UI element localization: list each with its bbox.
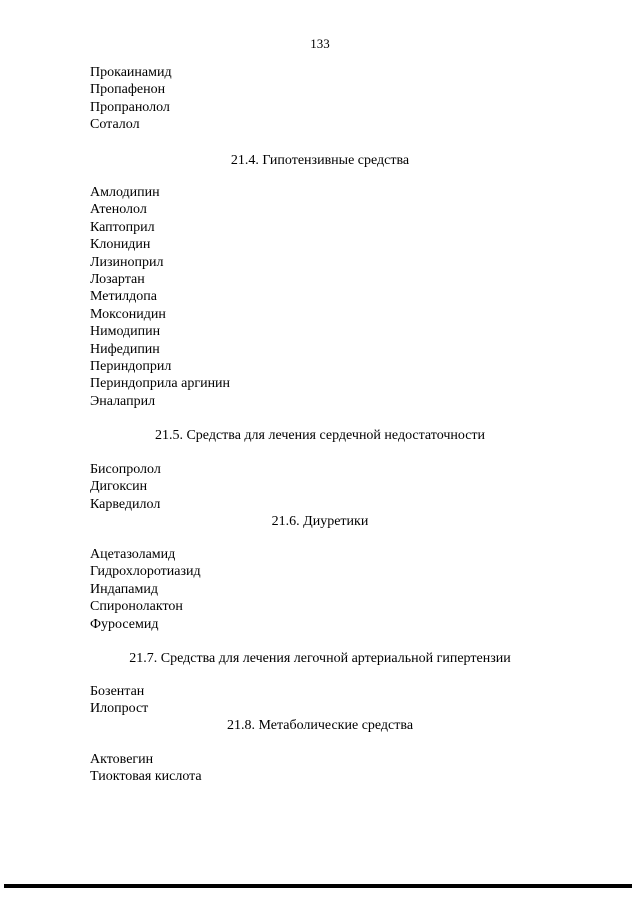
section-heading-metabolic: 21.8. Метаболические средства <box>226 718 414 733</box>
list-item: Моксонидин <box>90 306 166 322</box>
list-item: Нимодипин <box>90 324 161 340</box>
list-item: Пропафенон <box>90 82 166 98</box>
list-item: Лозартан <box>90 271 145 287</box>
drug-list-diuretics <box>90 546 201 633</box>
list-item: Периндоприл <box>90 358 172 374</box>
list-item: Метилдопа <box>90 289 157 305</box>
list-item: Эналаприл <box>90 393 156 409</box>
list-item: Ацетазоламид <box>90 547 176 562</box>
list-item: Карведилол <box>90 496 161 512</box>
drug-list-antiarrhythmic-continued <box>90 64 172 134</box>
list-item: Лизиноприл <box>90 254 164 270</box>
list-item: Нифедипин <box>90 341 160 357</box>
list-item: Фуросемид <box>90 616 159 632</box>
list-item: Индапамид <box>90 581 158 597</box>
list-item: Илопрост <box>90 701 149 717</box>
list-item: Атенолол <box>90 202 147 218</box>
list-item: Соталол <box>90 117 140 133</box>
footer-rule <box>4 884 632 888</box>
drug-list-pulmonary-hypertension <box>90 683 148 718</box>
page-number: 133 <box>310 36 330 51</box>
list-item: Бисопролол <box>90 462 161 477</box>
list-item: Периндоприла аргинин <box>90 376 231 392</box>
list-item: Каптоприл <box>90 219 155 235</box>
section-heading-diuretics: 21.6. Диуретики <box>271 514 369 529</box>
list-item: Пропранолол <box>90 99 170 115</box>
list-item: Амлодипин <box>90 185 160 200</box>
section-heading-pulmonary-hypertension: 21.7. Средства для лечения легочной артериальной гипертензии <box>129 651 511 666</box>
list-item: Актовегин <box>90 752 154 767</box>
list-item: Клонидин <box>90 237 151 253</box>
drug-list-heart-failure <box>90 461 161 513</box>
list-item: Гидрохлоротиазид <box>90 564 201 580</box>
list-item: Бозентан <box>90 684 145 699</box>
list-item: Тиоктовая кислота <box>90 769 202 785</box>
section-heading-heart-failure: 21.5. Средства для лечения сердечной недостаточности <box>154 428 486 443</box>
drug-list-antihypertensive <box>90 184 230 410</box>
list-item: Спиронолактон <box>90 599 183 615</box>
list-item: Дигоксин <box>90 479 148 495</box>
section-heading-antihypertensive: 21.4. Гипотензивные средства <box>230 153 410 168</box>
list-item: Прокаинамид <box>90 65 172 80</box>
drug-list-metabolic <box>90 751 202 786</box>
